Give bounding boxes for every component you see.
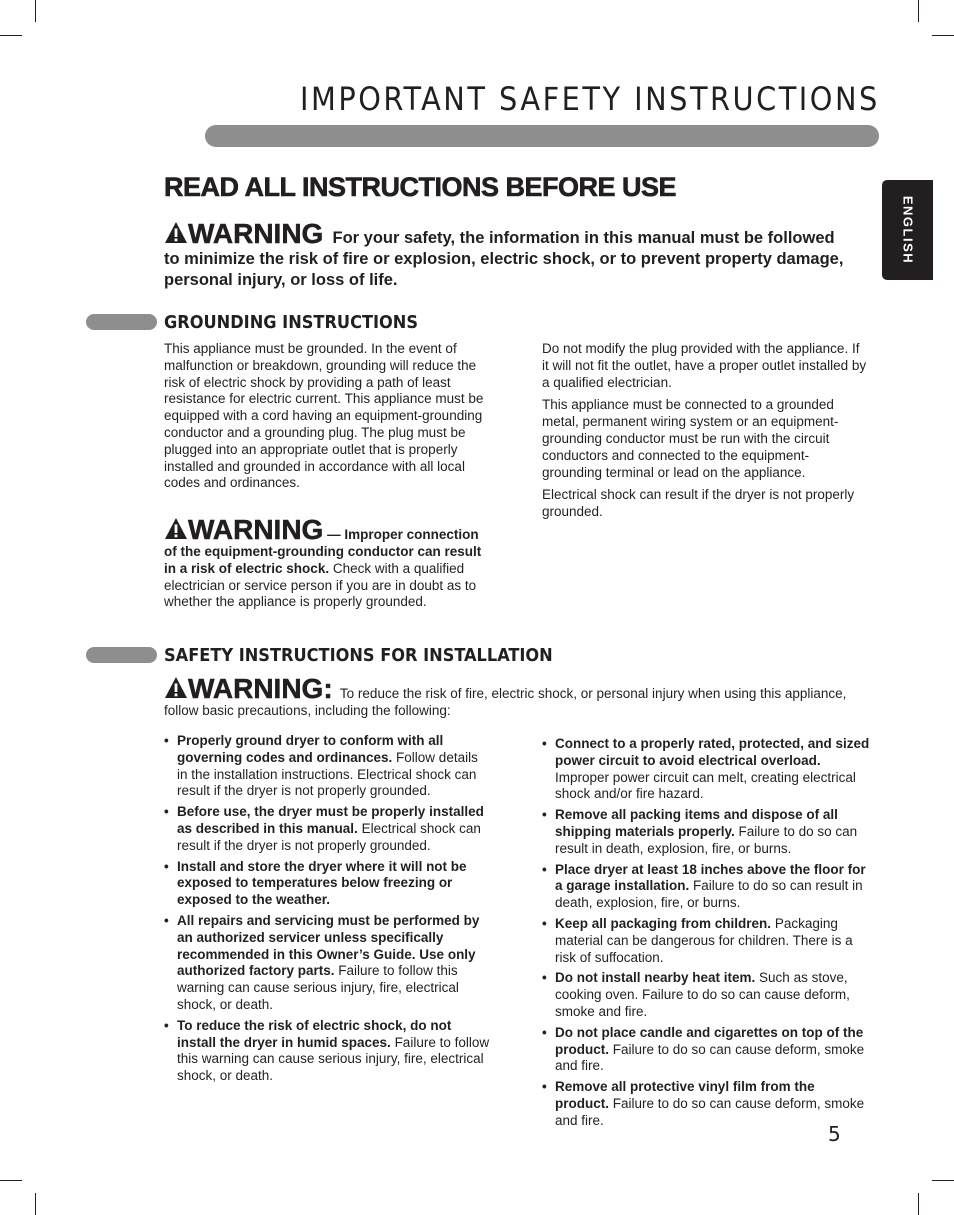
list-item: • Remove all protective vinyl film from the product. Failure to do so can cause deform, smoke and fire. xyxy=(542,1079,872,1129)
list-item: • Connect to a properly rated, protected, and sized power circuit to avoid electrical overload. Improper power circuit can melt, creating electrical shock and/or fire hazard. xyxy=(542,736,872,803)
grounding-right-paragraph: This appliance must be connected to a grounded metal, permanent wiring system or an equipment-grounding conductor must be run with the circuit conductors and connected to the equipment-grounding terminal or lead on the appliance. xyxy=(542,397,839,480)
read-all-heading: READ ALL INSTRUCTIONS BEFORE USE xyxy=(164,172,677,202)
list-item: • Properly ground dryer to conform with all governing codes and ordinances. Follow details in the installation instructions. Electrical shock can result if the dryer is not properly grounded. xyxy=(164,733,492,800)
list-item: • Remove all packing items and dispose of all shipping materials properly. Failure to do so can result in death, explosion, fire, or burns. xyxy=(542,807,872,857)
list-item: • Install and store the dryer where it will not be exposed to temperatures below freezing or exposed to the weather. xyxy=(164,859,492,909)
language-tab xyxy=(882,180,933,280)
installation-heading: SAFETY INSTRUCTIONS FOR INSTALLATION xyxy=(164,645,553,666)
title-underline-bar xyxy=(205,125,879,147)
crop-mark xyxy=(0,1180,22,1181)
grounding-right-paragraph: Electrical shock can result if the dryer is not properly grounded. xyxy=(542,487,855,520)
warning-label: WARNING xyxy=(188,218,324,249)
grounding-warning xyxy=(164,516,494,611)
grounding-right-column xyxy=(542,341,868,527)
crop-mark xyxy=(932,35,954,36)
list-item: • Before use, the dryer must be properly installed as described in this manual. Electrical shock can result if the dryer is not properly grounded. xyxy=(164,804,492,854)
crop-mark xyxy=(0,35,22,36)
warning-label: WARNING: xyxy=(188,673,333,704)
section-pill xyxy=(86,647,157,663)
language-tab-label: ENGLISH xyxy=(900,195,915,265)
list-item: • Do not install nearby heat item. Such as stove, cooking oven. Failure to do so can cause deform, smoke and fire. xyxy=(542,970,872,1020)
grounding-heading: GROUNDING INSTRUCTIONS xyxy=(164,312,419,333)
installation-left-list xyxy=(164,733,492,1089)
warning-triangle-icon xyxy=(164,517,188,541)
list-item: • Keep all packaging from children. Packaging material can be dangerous for children. There is a risk of suffocation. xyxy=(542,916,872,966)
crop-mark xyxy=(932,1180,954,1181)
page-number: 5 xyxy=(828,1122,841,1146)
warning-bold-text: — Improper connection of the equipment-grounding conductor can result in a risk of electric shock. xyxy=(164,527,482,576)
crop-mark xyxy=(35,0,36,22)
warning-text: For your safety, the information in this manual must be followed to minimize the risk of fire or explosion, electric shock, or to prevent property damage, personal injury, or loss of life. xyxy=(164,229,844,289)
list-item: • Do not place candle and cigarettes on top of the product. Failure to do so can cause deform, smoke and fire. xyxy=(542,1025,872,1075)
grounding-paragraph xyxy=(164,341,492,498)
section-pill xyxy=(86,314,157,330)
grounding-right-paragraph: Do not modify the plug provided with the appliance. If it will not fit the outlet, have a proper outlet installed by a qualified electrician. xyxy=(542,341,867,390)
crop-mark xyxy=(35,1193,36,1215)
installation-right-list xyxy=(542,736,872,1134)
page-title: IMPORTANT SAFETY INSTRUCTIONS xyxy=(300,80,880,118)
warning-text: Check with a qualified electrician or service person if you are in doubt as to whether the appliance is properly grounded. xyxy=(164,560,477,610)
warning-block xyxy=(164,220,844,291)
warning-triangle-icon xyxy=(164,676,188,700)
warning-triangle-icon xyxy=(164,221,188,245)
warning-text: To reduce the risk of fire, electric shock, or personal injury when using this appliance, follow basic precautions, including the following: xyxy=(164,686,847,718)
list-item: • To reduce the risk of electric shock, do not install the dryer in humid spaces. Failure to follow this warning can cause serious injury, fire, electrical shock, or death. xyxy=(164,1018,492,1085)
warning-label: WARNING xyxy=(188,514,324,545)
crop-mark xyxy=(918,0,919,22)
installation-warning xyxy=(164,675,864,720)
list-item: • Place dryer at least 18 inches above the floor for a garage installation. Failure to do so can result in death, explosion, fire, or burns. xyxy=(542,862,872,912)
list-item: • All repairs and servicing must be performed by an authorized servicer unless specifically recommended in this Owner’s Guide. Use only authorized factory parts. Failure to follow this warning can cause serious injury, fire, electrical shock, or death. xyxy=(164,913,492,1014)
crop-mark xyxy=(918,1193,919,1215)
grounding-text: This appliance must be grounded. In the event of malfunction or breakdown, grounding will reduce the risk of electric shock by providing a path of least resistance for electric current. This appliance must be equipped with a cord having an equipment-grounding conductor and a grounding plug. The plug must be plugged into an appropriate outlet that is properly installed and grounded in accordance with all local codes and ordinances. xyxy=(164,341,484,491)
